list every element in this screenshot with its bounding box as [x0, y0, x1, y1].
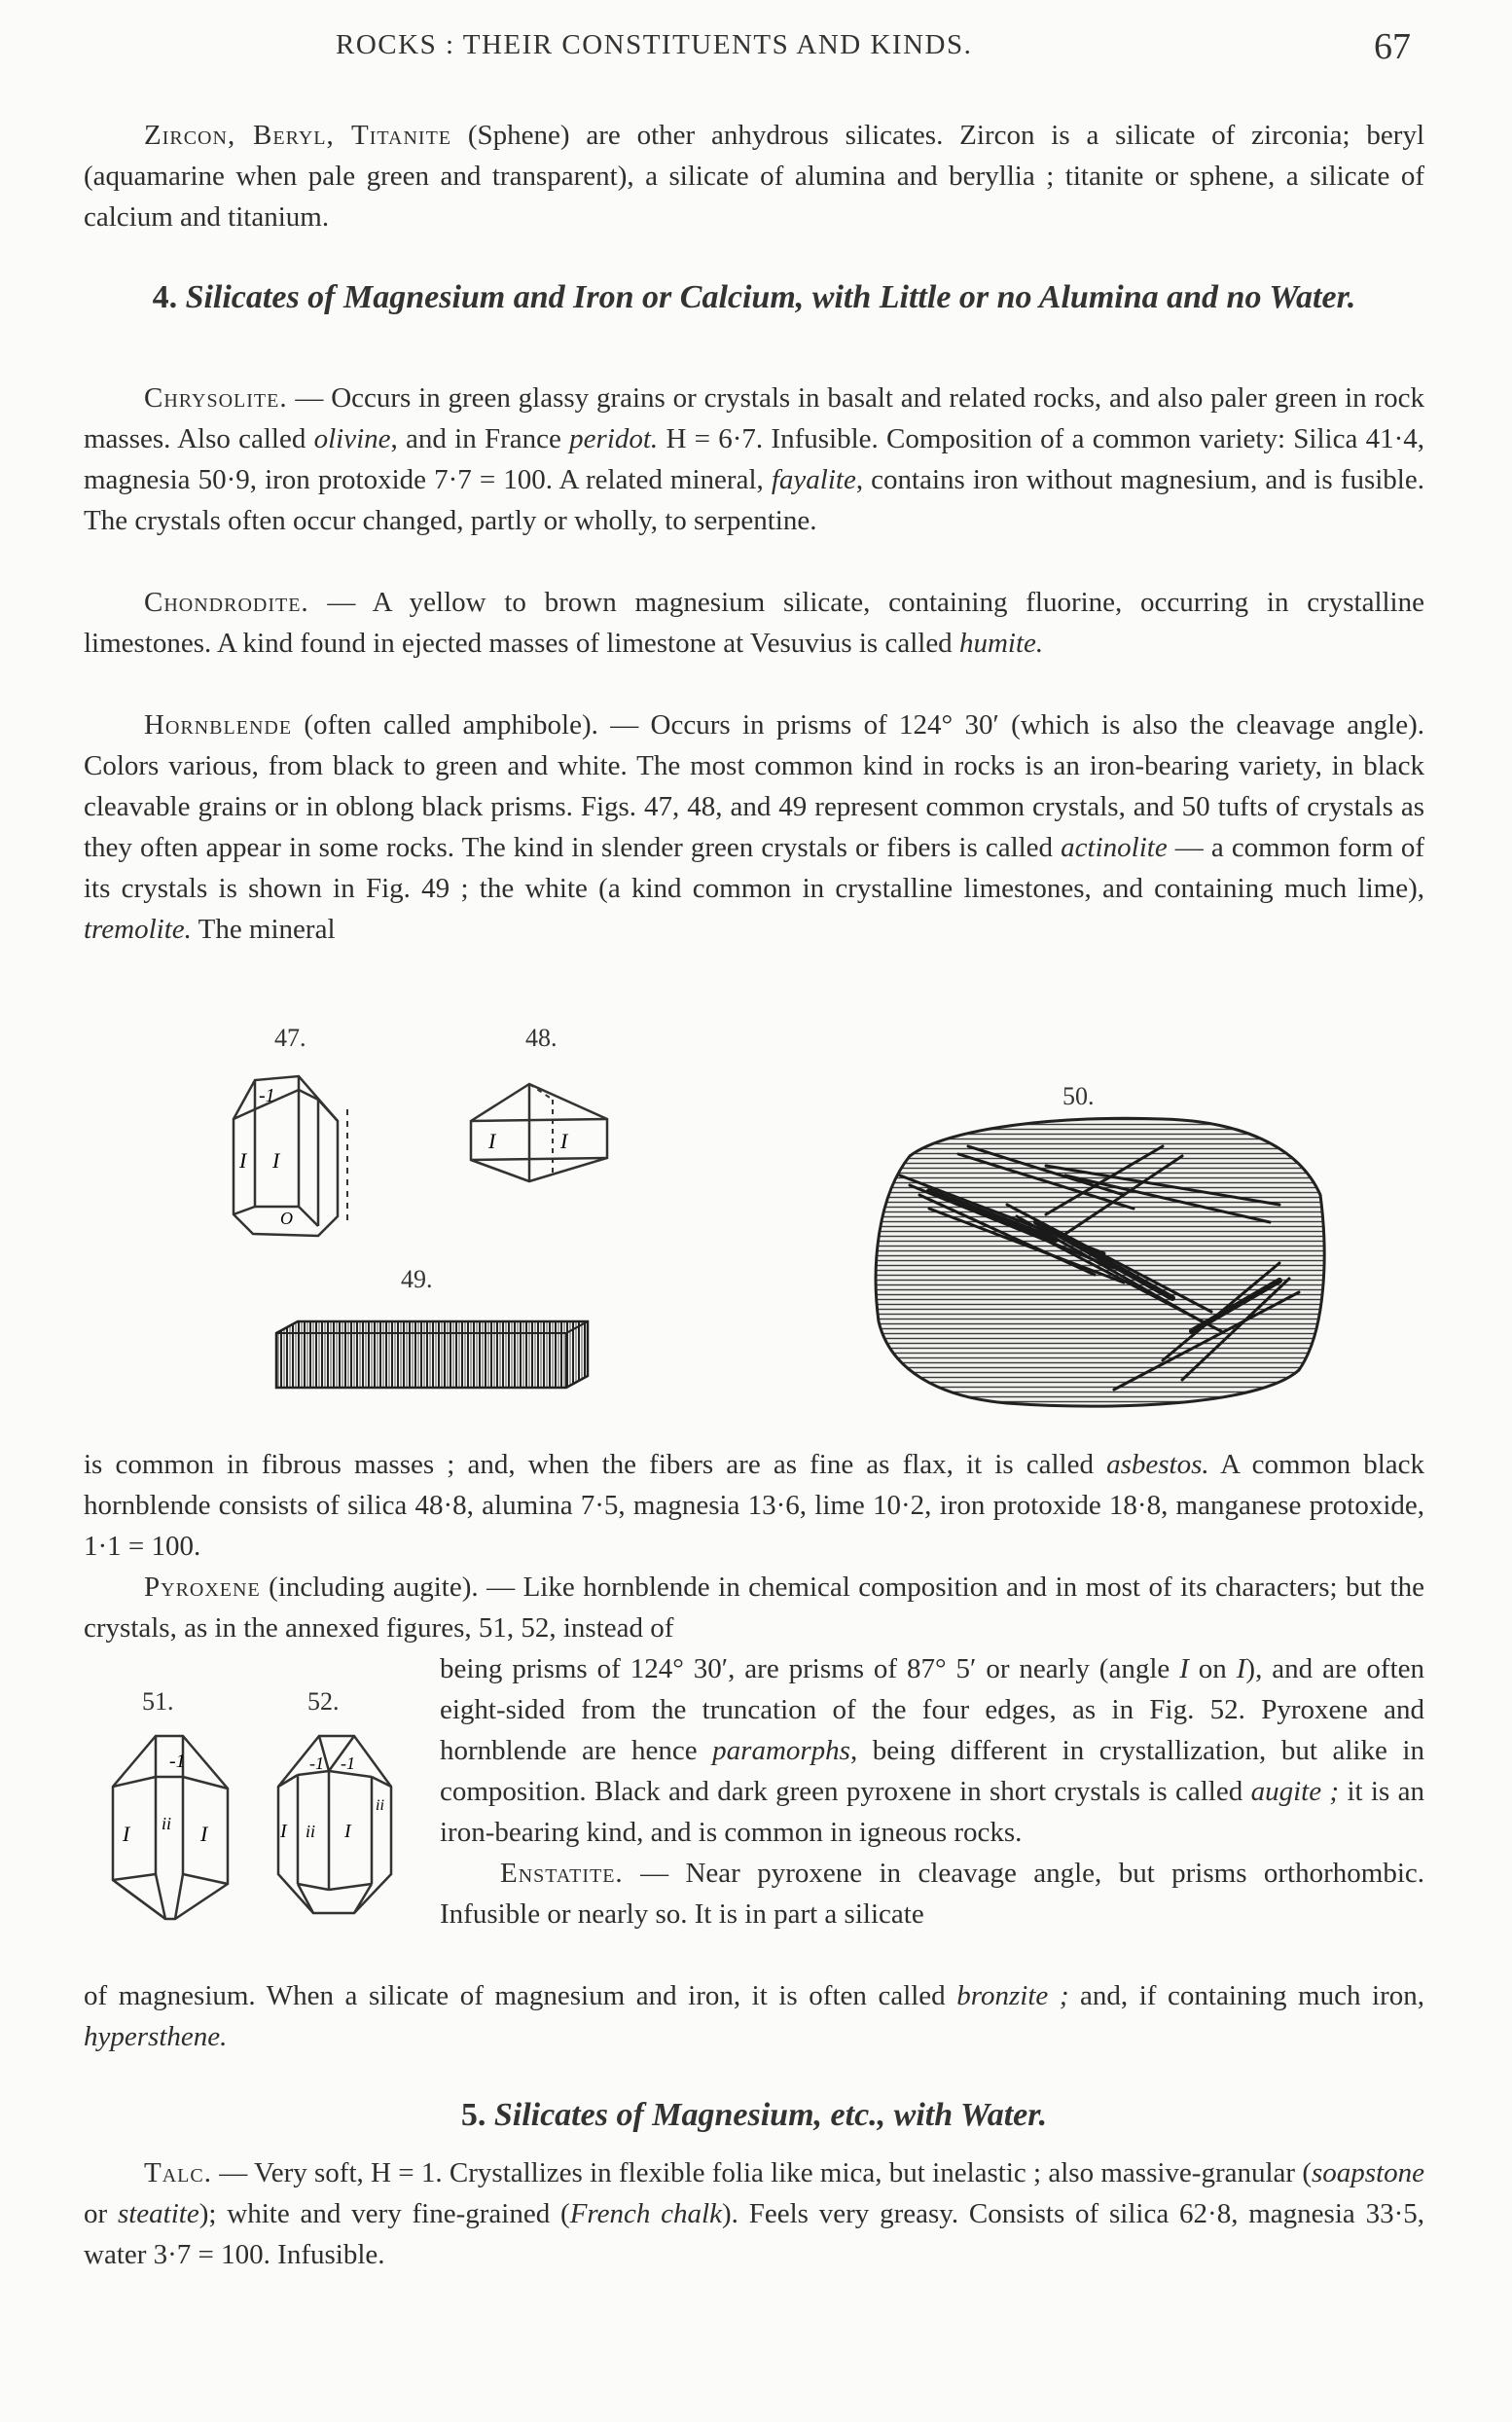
text-hornblende-3: The mineral [191, 914, 336, 945]
paragraph-enstatite-continued [84, 1975, 1424, 2057]
text-talc-3: ); white and very fine-grained ( [198, 2198, 570, 2229]
term-hornblende: Hornblende [144, 709, 293, 741]
paragraph-chrysolite [84, 378, 1424, 541]
term-soapstone: soapstone [1312, 2157, 1424, 2188]
term-tremolite: tremolite. [84, 914, 192, 945]
text-chrysolite-2: , and in France [390, 423, 570, 454]
text-hornblende-cont-2: A common black hornblende consists of silica 48·8, alumina 7·5, magnesia 13·6, lime 10·2, iron protoxide 18·8, manganese protoxide, 1·1 = 100. [84, 1449, 1425, 1562]
section-heading-4 [84, 274, 1424, 321]
term-bronzite: bronzite ; [956, 1980, 1069, 2011]
term-augite: augite ; [1250, 1776, 1340, 1807]
paragraph-hornblende [84, 705, 1424, 950]
term-humite: humite. [958, 628, 1044, 659]
term-zircon: Zircon, Beryl, Titanite [144, 120, 452, 151]
figure-48-label: 48. [525, 1024, 558, 1052]
fig47-face-i-right: I [272, 1148, 280, 1173]
figure-50-rock-specimen [871, 1107, 1328, 1413]
text-enstatite-cont-2: and, if containing much iron, [1068, 1980, 1424, 2011]
text-chrysolite-3: H = 6·7. Infusible. Composition of a common variety: Silica 41·4, magnesia 50·9, iron protoxide 7·7 = 100. A related mineral, [84, 423, 1424, 495]
fig52-face-i-left: I [280, 1821, 287, 1842]
fig52-face-ii: ii [306, 1822, 316, 1841]
text-talc-1: — Very soft, H = 1. Crystallizes in flexible folia like mica, but inelastic ; also massive-granular ( [211, 2157, 1312, 2188]
term-enstatite: Enstatite. [500, 1858, 624, 1889]
fig51-face-ii: ii [162, 1814, 172, 1833]
term-talc: Talc. [144, 2157, 212, 2188]
text-chondrodite-1: — A yellow to brown magnesium silicate, containing fluorine, occurring in crystalline limestones. A kind found in ejected masses of limestone at Vesuvius is called [84, 587, 1424, 659]
text-pyroxene-wrap-5: it is an iron-bearing kind, and is common in igneous rocks. [440, 1776, 1424, 1848]
section-title-5: Silicates of Magnesium, etc., with Water. [493, 2097, 1048, 2133]
fig51-face-i-left: I [123, 1822, 130, 1846]
term-olivine: olivine [313, 423, 391, 454]
term-hypersthene: hypersthene. [84, 2021, 228, 2052]
text-pyroxene-wrap-2: on [1188, 1653, 1237, 1684]
figure-48-crystal [465, 1080, 613, 1187]
figure-49-crystal [269, 1316, 590, 1392]
text-pyroxene-wrap-4: , being different in crystallization, but alike in composition. Black and dark green pyroxene in short crystals is called [440, 1735, 1424, 1807]
term-pyroxene: Pyroxene [144, 1572, 261, 1603]
text-enstatite-cont-1: of magnesium. When a silicate of magnesium and iron, it is often called [84, 1980, 957, 2011]
term-chondrodite: Chondrodite. [144, 587, 309, 618]
section-number-4: 4. [152, 279, 178, 315]
text-enstatite-1: — Near pyroxene in cleavage angle, but prisms orthorhombic. Infusible or nearly so. It is in part a silicate [440, 1858, 1424, 1930]
text-pyroxene-wrap-3: ), and are often eight-sided from the truncation of the four edges, as in Fig. 52. Pyroxene and hornblende are hence [440, 1653, 1424, 1766]
text-hornblende-2: — a common form of its crystals is shown in Fig. 49 ; the white (a kind common in crystalline limestones, and containing much lime), [84, 832, 1424, 904]
figure-47-crystal [226, 1070, 360, 1242]
figure-50-label: 50. [1062, 1082, 1095, 1110]
fig47-face-1: -1 [259, 1085, 275, 1106]
fig47-face-o: O [280, 1209, 293, 1228]
term-fayalite: fayalite [771, 464, 856, 495]
text-chrysolite-4: , contains iron without magnesium, and is fusible. The crystals often occur changed, partly or wholly, to serpentine. [84, 464, 1424, 536]
text-chrysolite-1: — Occurs in green glassy grains or crystals in basalt and related rocks, and also paler green in rock masses. Also called [84, 382, 1424, 454]
pyroxene-wrapped-text [440, 1648, 1424, 1934]
text-pyroxene-1: (including augite). — Like hornblende in chemical composition and in most of its characters; but the crystals, as in the annexed figures, 51, 52, instead of [84, 1572, 1424, 1644]
fig48-face-i-right: I [560, 1129, 568, 1153]
text-talc-2: or [84, 2198, 118, 2229]
figure-51-label: 51. [142, 1687, 174, 1716]
term-peridot: peridot. [569, 423, 659, 454]
paragraph-enstatite [440, 1853, 1424, 1934]
paragraph-zircon [84, 115, 1424, 237]
figure-52-label: 52. [307, 1687, 340, 1716]
term-french-chalk: French chalk [569, 2198, 722, 2229]
paragraph-pyroxene-continued [440, 1648, 1424, 1853]
fig47-face-i-left: I [239, 1148, 247, 1173]
page-number: 67 [1374, 26, 1411, 67]
fig51-face-i-right: I [200, 1822, 208, 1846]
term-asbestos: asbestos. [1106, 1449, 1209, 1480]
fig52-face-1-right: -1 [341, 1753, 355, 1773]
running-title: ROCKS : THEIR CONSTITUENTS AND KINDS. [336, 29, 973, 60]
paragraph-chondrodite [84, 582, 1424, 664]
fig52-face-i-right: I [344, 1821, 351, 1842]
text-pyroxene-wrap-1: being prisms of 124° 30′, are prisms of 87° 5′ or nearly (angle [440, 1653, 1180, 1684]
angle-i-1: I [1179, 1653, 1189, 1684]
fig48-face-i-left: I [488, 1129, 496, 1153]
section-heading-5 [84, 2092, 1424, 2139]
figure-52-crystal [270, 1728, 401, 1919]
text-hornblende-1: (often called amphibole). — Occurs in prisms of 124° 30′ (which is also the cleavage angle). Colors various, from black to green and white. The most common kind in rocks is an iron-bearing variety, in black cleavable grains or in oblong black prisms. Figs. 47, 48, and 49 represent common crystals, and 50 tufts of crystals as they often appear in some rocks. The kind in slender green crystals or fibers is called [84, 709, 1424, 863]
figure-51-crystal [105, 1728, 235, 1923]
fig52-face-1-left: -1 [309, 1753, 324, 1773]
term-chrysolite: Chrysolite. [144, 382, 288, 414]
text-hornblende-cont-1: is common in fibrous masses ; and, when the fibers are as fine as flax, it is called [84, 1449, 1107, 1480]
paragraph-talc [84, 2152, 1424, 2275]
page-header [0, 25, 1512, 68]
angle-i-2: I [1236, 1653, 1246, 1684]
section-number-5: 5. [460, 2097, 486, 2133]
term-steatite: steatite [117, 2198, 199, 2229]
term-actinolite: actinolite [1061, 832, 1168, 863]
figure-47-label: 47. [274, 1024, 306, 1052]
text-talc-4: ). Feels very greasy. Consists of silica 62·8, magnesia 33·5, water 3·7 = 100. Infusible. [84, 2198, 1424, 2270]
paragraph-hornblende-continued [84, 1444, 1424, 1567]
section-title-4: Silicates of Magnesium and Iron or Calcium, with Little or no Alumina and no Water. [185, 279, 1356, 315]
fig52-face-ii-edge: ii [376, 1797, 384, 1814]
paragraph-pyroxene [84, 1567, 1424, 1648]
figure-49-label: 49. [401, 1265, 433, 1293]
term-paramorphs: paramorphs [712, 1735, 850, 1766]
fig51-face-1: -1 [169, 1751, 186, 1772]
text-zircon: (Sphene) are other anhydrous silicates. Zircon is a silicate of zirconia; beryl (aquamarine when pale green and transparent), a silicate of alumina and beryllia ; titanite or sphene, a silicate of calcium and titanium. [84, 120, 1425, 233]
